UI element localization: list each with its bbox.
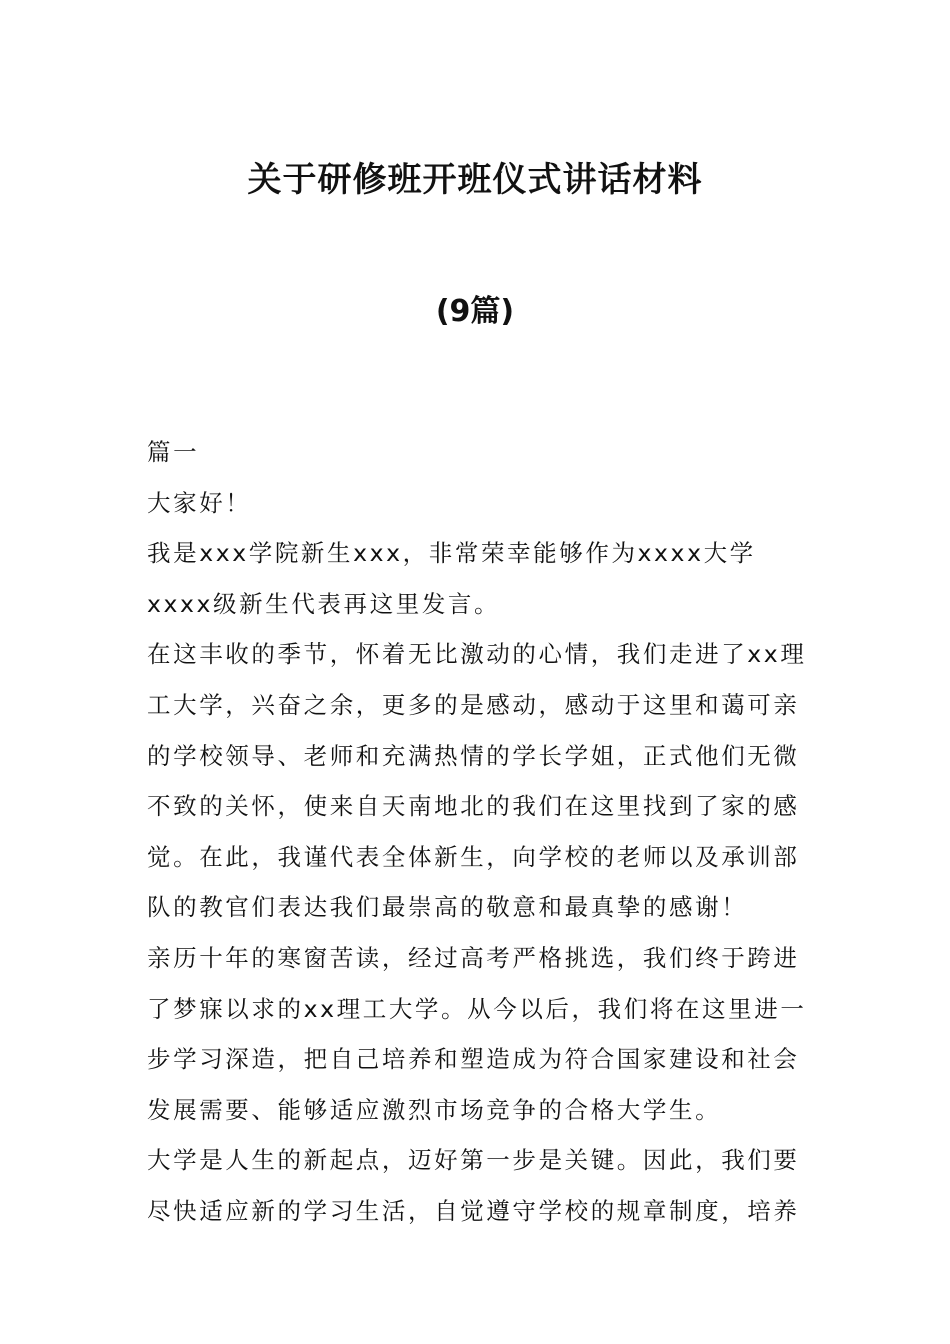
paragraph: 我是xxx学院新生xxx，非常荣幸能够作为xxxx大学xxxx级新生代表再这里发言。 [147,539,756,618]
document-subtitle: (9篇) [435,294,515,329]
document-body [147,427,807,1237]
paragraph: 大家好！ [147,488,252,517]
section-label: 篇一 [147,438,200,466]
paragraph: 在这丰收的季节，怀着无比激动的心情，我们走进了xx理工大学，兴奋之余，更多的是感动，感动于这里和蔼可亲的学校领导、老师和充满热情的学长学姐，正式他们无微不致的关怀，使来自天南地北的我们在这里找到了家的感觉。在此，我谨代表全体新生，向学校的老师以及承训部队的教官们表达我们最崇高的敬意和最真挚的感谢！ [147,640,807,922]
paragraph: 大学是人生的新起点，迈好第一步是关键。因此，我们要尽快适应新的学习生活，自觉遵守学校的规章制度，培养 [147,1146,800,1225]
document-title: 关于研修班开班仪式讲话材料 [247,160,703,200]
paragraph: 亲历十年的寒窗苦读，经过高考严格挑选，我们终于跨进了梦寐以求的xx理工大学。从今以后，我们将在这里进一步学习深造，把自己培养和塑造成为符合国家建设和社会发展需要、能够适应激烈市场竞争的合格大学生。 [147,943,807,1124]
